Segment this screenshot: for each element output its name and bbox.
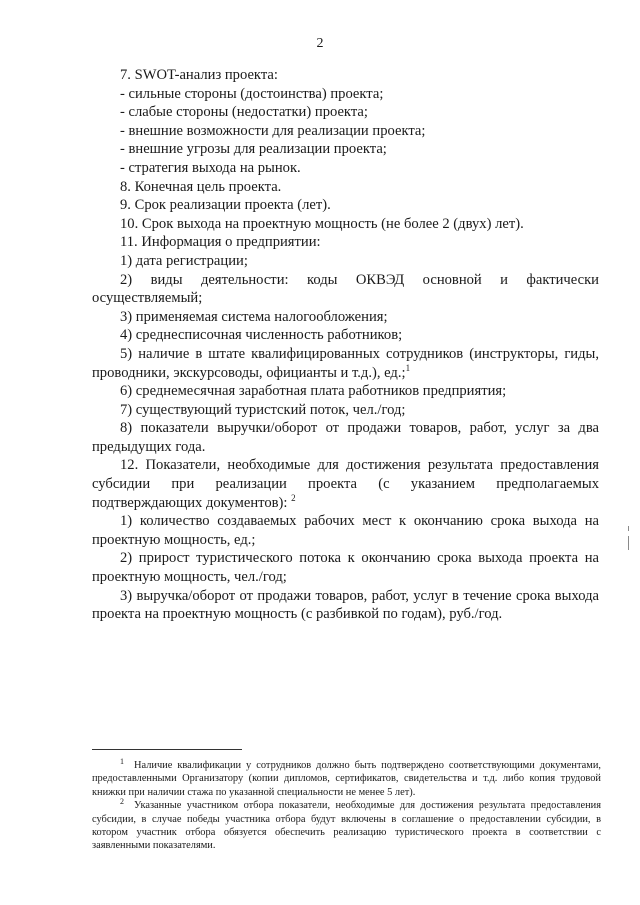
footnote-ref: 2: [291, 492, 296, 503]
list-item: 1) количество создаваемых рабочих мест к окончанию срока выхода на проектную мощность, ед.;: [92, 513, 599, 548]
footnote-separator: [92, 749, 242, 750]
list-item: 2) прирост туристического потока к окончанию срока выхода проекта на проектную мощность, чел./год;: [92, 550, 599, 586]
footnotes: [92, 759, 601, 853]
list-item: - внешние возможности для реализации проекта;: [120, 122, 426, 139]
list-item: 7) существующий туристский поток, чел./год;: [120, 401, 406, 418]
list-item: 8) показатели выручки/оборот от продажи товаров, работ, услуг за два предыдущих года.: [92, 420, 599, 455]
section-heading-company-info: 11. Информация о предприятии:: [120, 234, 321, 251]
footnote-text: Указанные участником отбора показатели, необходимые для достижения результата предоставления субсидии, в случае победы участника отбора будут включены в соглашение о предоставлении субсидии, в котором участник отбора обязуется обеспечить реализацию туристического проекта в соответствии с заявленными показателями.: [92, 800, 601, 852]
list-item: 4) среднесписочная численность работников;: [120, 327, 403, 344]
section-heading-goal: 8. Конечная цель проекта.: [120, 178, 282, 195]
footnote-item: [92, 759, 601, 799]
scan-artifact: [628, 536, 629, 550]
footnote-mark: 2: [120, 797, 124, 807]
list-item: - слабые стороны (недостатки) проекта;: [120, 104, 368, 121]
list-item: 2) виды деятельности: коды ОКВЭД основной и фактически осуществляемый;: [92, 271, 599, 307]
footnote-text: Наличие квалификации у сотрудников должно быть подтверждено соответствующими документами, предоставленными Организатору (копии дипломов, сертификатов, свидетельства и т.д. либо копия трудовой книжки при наличии стажа по указанной специальности не менее 5 лет).: [92, 760, 601, 798]
list-item: 6) среднемесячная заработная плата работников предприятия;: [120, 383, 507, 400]
list-item: 3) выручка/оборот от продажи товаров, работ, услуг в течение срока выхода проекта на проектную мощность (с разбивкой по годам), руб./год.: [92, 587, 599, 623]
list-item: - сильные стороны (достоинства) проекта;: [120, 85, 384, 102]
list-item-staff: [92, 345, 599, 382]
section-heading-term: 9. Срок реализации проекта (лет).: [120, 197, 331, 214]
list-item: 1) дата регистрации;: [120, 252, 248, 269]
section-heading-capacity: 10. Срок выхода на проектную мощность (не более 2 (двух) лет).: [120, 215, 524, 232]
section-heading-swot: 7. SWOT-анализ проекта:: [120, 67, 278, 83]
scan-artifact: [628, 526, 629, 531]
footnote-mark: 1: [120, 757, 124, 766]
page-number: 2: [316, 36, 324, 51]
footnote-item: [92, 799, 601, 853]
section-heading-indicators: [92, 456, 599, 512]
list-item: 3) применяемая система налогообложения;: [120, 308, 388, 325]
paragraph-text: 12. Показатели, необходимые для достижения результата предоставления субсидии при реализации проекта (с указанием предполагаемых подтверждающих документов):: [92, 457, 599, 511]
list-item: - стратегия выхода на рынок.: [120, 159, 301, 176]
document-body: [92, 66, 599, 624]
footnote-ref: 1: [405, 362, 411, 373]
paragraph-text: 5) наличие в штате квалифицированных сотрудников (инструкторы, гиды, проводники, экскурсоводы, официанты и т.д.), ед.;: [92, 345, 599, 381]
list-item: - внешние угрозы для реализации проекта;: [120, 141, 387, 158]
